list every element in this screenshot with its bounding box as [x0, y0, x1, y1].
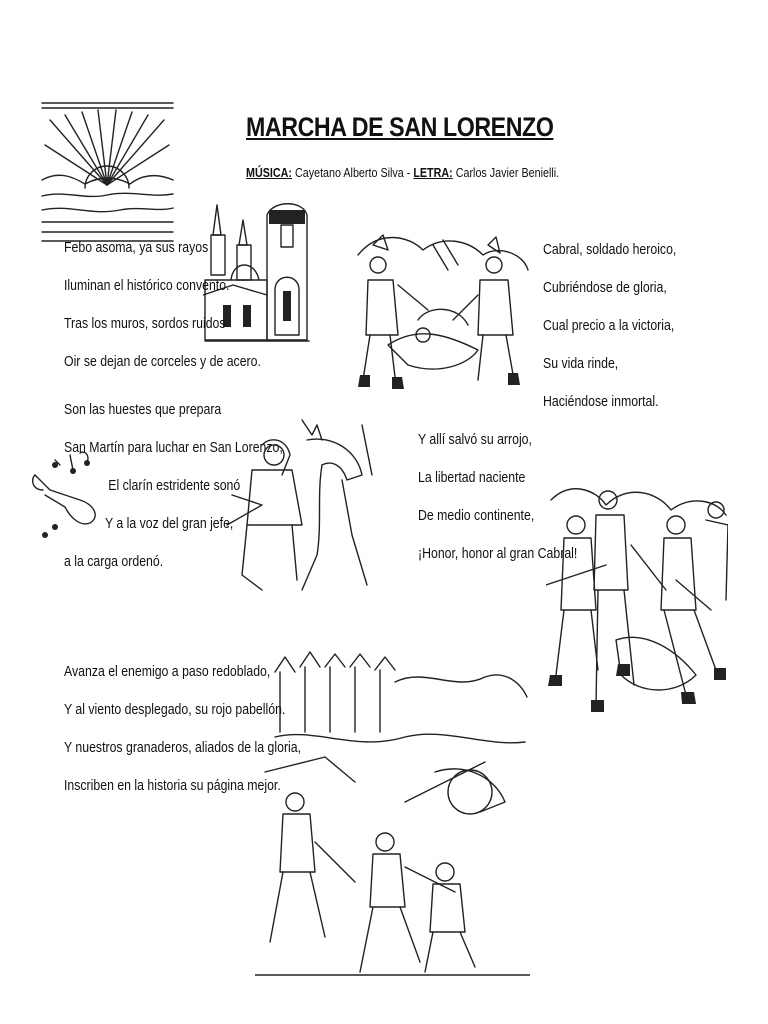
verse-line: Cabral, soldado heroico,: [543, 241, 677, 258]
verse-line: Son las huestes que prepara: [64, 401, 222, 418]
soldiers-fight-drawing: [546, 470, 728, 720]
verse-line: Tras los muros, sordos ruidos: [64, 315, 226, 332]
verse-line: Cual precio a la victoria,: [543, 317, 675, 334]
verse-line: Haciéndose inmortal.: [543, 393, 659, 410]
cabral-rescue-drawing: [348, 225, 533, 395]
verse-line: ¡Honor, honor al gran Cabral!: [418, 545, 578, 562]
verse-line: Y a la voz del gran jefe,: [105, 515, 234, 532]
page-title: MARCHA DE SAN LORENZO: [246, 112, 554, 142]
verse-line: Cubriéndose de gloria,: [543, 279, 667, 296]
verse-line: Oir se dejan de corceles y de acero.: [64, 353, 261, 370]
verse-line: Y allí salvó su arrojo,: [418, 431, 532, 448]
horse-rider-drawing: [222, 415, 382, 595]
trumpet-drawing: [25, 445, 105, 545]
lyrics-label: LETRA:: [413, 166, 453, 180]
verse-line: a la carga ordenó.: [64, 553, 164, 570]
credits-separator: -: [406, 166, 411, 180]
credits-line: [246, 166, 559, 180]
lyrics-author: Carlos Javier Benielli.: [455, 166, 560, 180]
verse-line: Avanza el enemigo a paso redoblado,: [64, 663, 271, 680]
verse-line: Y al viento desplegado, su rojo pabellón.: [64, 701, 286, 718]
verse-line: Su vida rinde,: [543, 355, 619, 372]
battle-charge-drawing: [255, 642, 530, 977]
stanza-right-1: [543, 240, 706, 430]
stanza-left-1: [64, 238, 304, 390]
verse-line: El clarín estridente sonó: [108, 477, 241, 494]
verse-line: Iluminan el histórico convento.: [64, 277, 230, 294]
verse-line: Febo asoma, ya sus rayos: [64, 239, 209, 256]
sunrise-drawing: [40, 100, 175, 245]
music-author: Cayetano Alberto Silva: [294, 166, 404, 180]
verse-line: Y nuestros granaderos, aliados de la gloria,: [64, 739, 302, 756]
verse-line: Inscriben en la historia su página mejor.: [64, 777, 281, 794]
verse-line: San Martín para luchar en San Lorenzo,: [64, 439, 283, 456]
verse-line: La libertad naciente: [418, 469, 526, 486]
verse-line: De medio continente,: [418, 507, 535, 524]
music-label: MÚSICA:: [246, 166, 292, 180]
